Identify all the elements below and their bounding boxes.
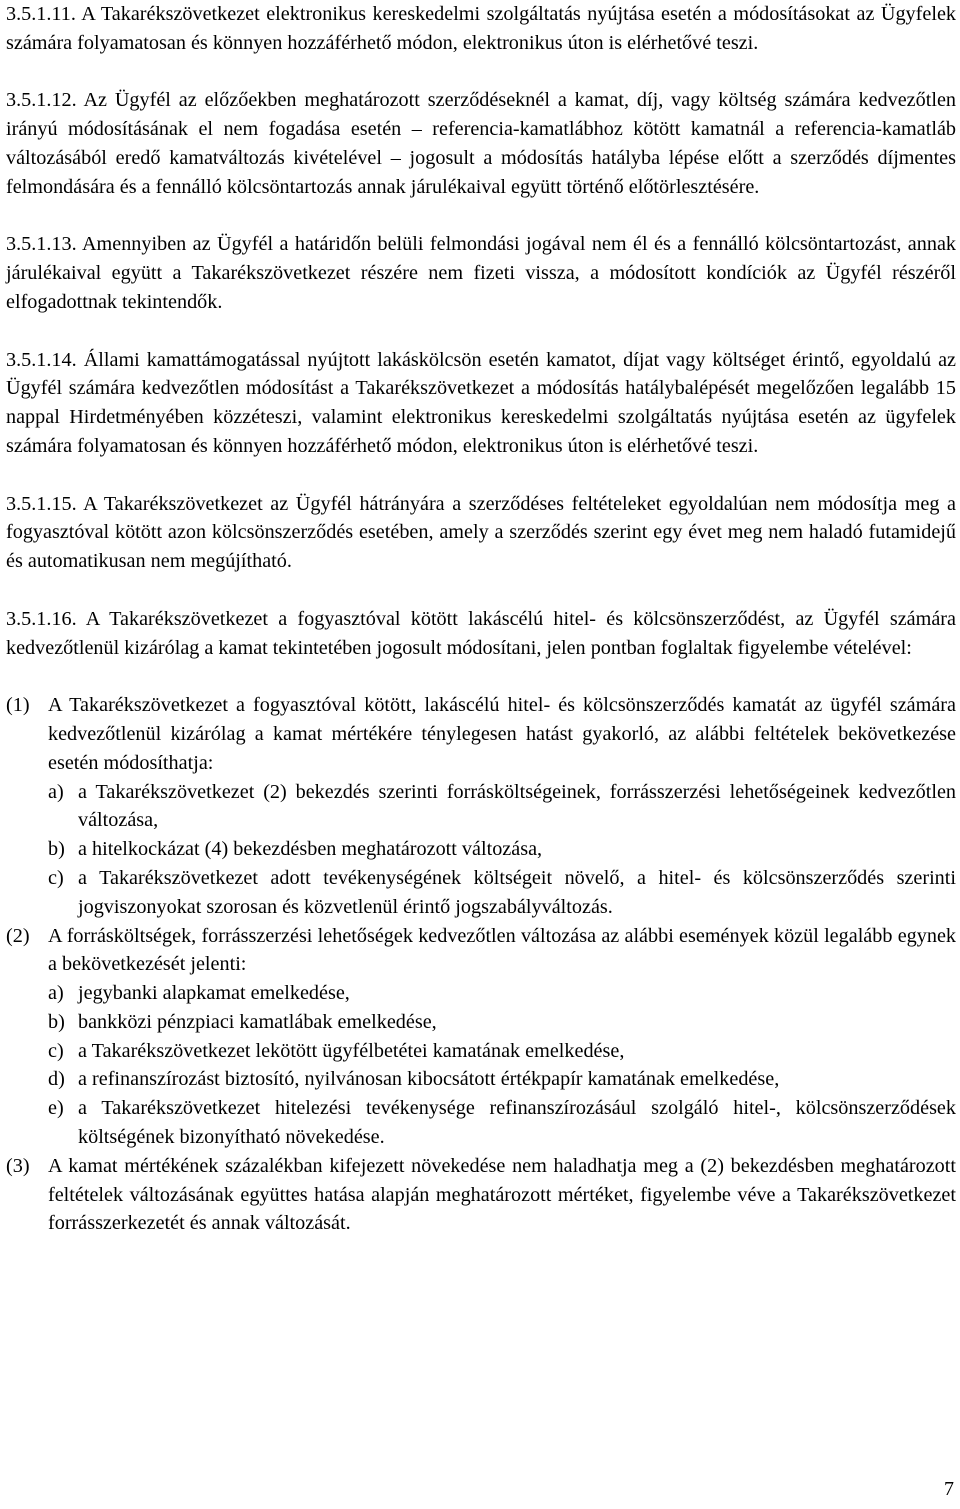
item-mark: b)	[48, 1010, 65, 1033]
clause-2-item-d	[48, 1065, 956, 1094]
section-number: 3.5.1.12.	[6, 89, 77, 112]
item-text: bankközi pénzpiaci kamatlábak emelkedése,	[78, 1010, 437, 1033]
clause-3	[6, 1152, 956, 1238]
clause-2-item-e	[48, 1094, 956, 1152]
item-text: jegybanki alapkamat emelkedése,	[78, 982, 350, 1005]
clause-1	[6, 691, 956, 777]
clause-text: A kamat mértékének százalékban kifejezett növekedése nem haladhatja meg a (2) bekezdésben meghatározott feltételek változásának együttes hatása alapján meghatározott mértéket, figyelembe véve a Takarékszövetkezet forrásszerkezetét és annak változását.	[48, 1154, 956, 1235]
page-number: 7	[944, 1478, 954, 1500]
item-mark: b)	[48, 838, 65, 861]
item-text: a Takarékszövetkezet hitelezési tevékenysége refinanszírozásául szolgáló hitel-, kölcsönszerződések költségének bizonyítható növekedése.	[78, 1097, 956, 1149]
section-number: 3.5.1.15.	[6, 492, 77, 515]
section-number: 3.5.1.16.	[6, 607, 77, 630]
clause-mark: (2)	[6, 924, 30, 947]
clause-text: A Takarékszövetkezet a fogyasztóval kötött, lakáscélú hitel- és kölcsönszerződés kamatát az ügyfél számára kedvezőtlenül kizárólag a kamat mértékére ténylegesen hatást gyakorló, az alábbi feltételek bekövetkezése esetén módosíthatja:	[48, 694, 956, 774]
clause-2-item-a	[48, 979, 956, 1008]
section-text: Az Ügyfél az előzőekben meghatározott szerződéseknél a kamat, díj, vagy költség számára kedvezőtlen irányú módosításának el nem fogadása esetén – referencia-kamatlábhoz kötött kamatnál a referencia-kamatláb változásából eredő kamatváltozás kivételével – jogosult a módosítás hatályba lépése előtt a szerződés díjmentes felmondására és a fennálló kölcsöntartozás annak járulékaival együtt történő előtörlesztésére.	[6, 89, 957, 198]
item-text: a Takarékszövetkezet adott tevékenységének költségeit növelő, a hitel- és kölcsönszerződés szerinti jogviszonyokat szorosan és közvetlenül érintő jogszabályváltozás.	[78, 866, 956, 918]
section-3-5-1-11	[6, 0, 956, 58]
item-mark: d)	[48, 1068, 65, 1091]
clause-2-item-b	[48, 1008, 956, 1037]
section-text: A Takarékszövetkezet elektronikus kereskedelmi szolgáltatás nyújtása esetén a módosításokat az Ügyfelek számára folyamatosan és könnyen hozzáférhető módon, elektronikus úton is elérhetővé teszi.	[6, 3, 956, 54]
item-mark: c)	[48, 866, 64, 889]
section-text: A Takarékszövetkezet az Ügyfél hátrányára a szerződéses feltételeket egyoldalúan nem módosítja meg a fogyasztóval kötött azon kölcsönszerződés esetében, amely a szerződés szerint egy évet meg nem haladó futamidejű és automatikusan nem megújítható.	[6, 492, 957, 573]
clause-2	[6, 922, 956, 980]
section-3-5-1-14	[6, 346, 956, 461]
item-mark: e)	[48, 1097, 64, 1120]
clause-1-item-a	[48, 778, 956, 836]
clause-text: A forrásköltségek, forrásszerzési lehetőségek kedvezőtlen változása az alábbi események közül legalább egynek a bekövetkezését jelenti:	[48, 924, 956, 976]
clause-mark: (3)	[6, 1154, 30, 1177]
clause-mark: (1)	[6, 694, 30, 717]
section-number: 3.5.1.11.	[6, 3, 76, 25]
section-3-5-1-16	[6, 605, 956, 663]
section-text: A Takarékszövetkezet a fogyasztóval kötött lakáscélú hitel- és kölcsönszerződést, az Ügyfél számára kedvezőtlenül kizárólag a kamat tekintetében jogosult módosítani, jelen pontban foglaltak figyelembe vételével:	[6, 607, 956, 659]
item-text: a Takarékszövetkezet (2) bekezdés szerinti forrásköltségeinek, forrásszerzési lehetőségeinek kedvezőtlen változása,	[78, 780, 956, 832]
item-text: a hitelkockázat (4) bekezdésben meghatározott változása,	[78, 838, 543, 861]
section-3-5-1-12	[6, 86, 956, 201]
clause-1-item-c	[48, 864, 956, 922]
item-mark: a)	[48, 780, 64, 803]
section-text: Állami kamattámogatással nyújtott lakáskölcsön esetén kamatot, díjat vagy költséget érintő, egyoldalú az Ügyfél számára kedvezőtlen módosítást a Takarékszövetkezet a módosítás hatálybalépését megelőzően legalább 15 nappal Hirdetményében közzéteszi, valamint elektronikus kereskedelmi szolgáltatás nyújtása esetén az ügyfelek számára folyamatosan és könnyen hozzáférhető módon, elektronikus úton is elérhetővé teszi.	[6, 348, 957, 457]
section-text: Amennyiben az Ügyfél a határidőn belüli felmondási jogával nem él és a fennálló kölcsöntartozást, annak járulékaival együtt a Takarékszövetkezet részére nem fizeti vissza, a módosított kondíciók az Ügyfél részéről elfogadottnak tekintendők.	[6, 233, 957, 313]
item-mark: c)	[48, 1039, 64, 1062]
item-text: a Takarékszövetkezet lekötött ügyfélbetétei kamatának emelkedése,	[78, 1039, 625, 1062]
clause-1-item-b	[48, 835, 956, 864]
clause-2-item-c	[48, 1037, 956, 1066]
document-page	[6, 0, 956, 1238]
section-number: 3.5.1.13.	[6, 233, 77, 256]
item-mark: a)	[48, 982, 64, 1005]
section-3-5-1-13	[6, 230, 956, 316]
item-text: a refinanszírozást biztosító, nyilvánosan kibocsátott értékpapír kamatának emelkedése,	[78, 1068, 780, 1091]
section-3-5-1-15	[6, 490, 956, 576]
section-number: 3.5.1.14.	[6, 348, 77, 371]
